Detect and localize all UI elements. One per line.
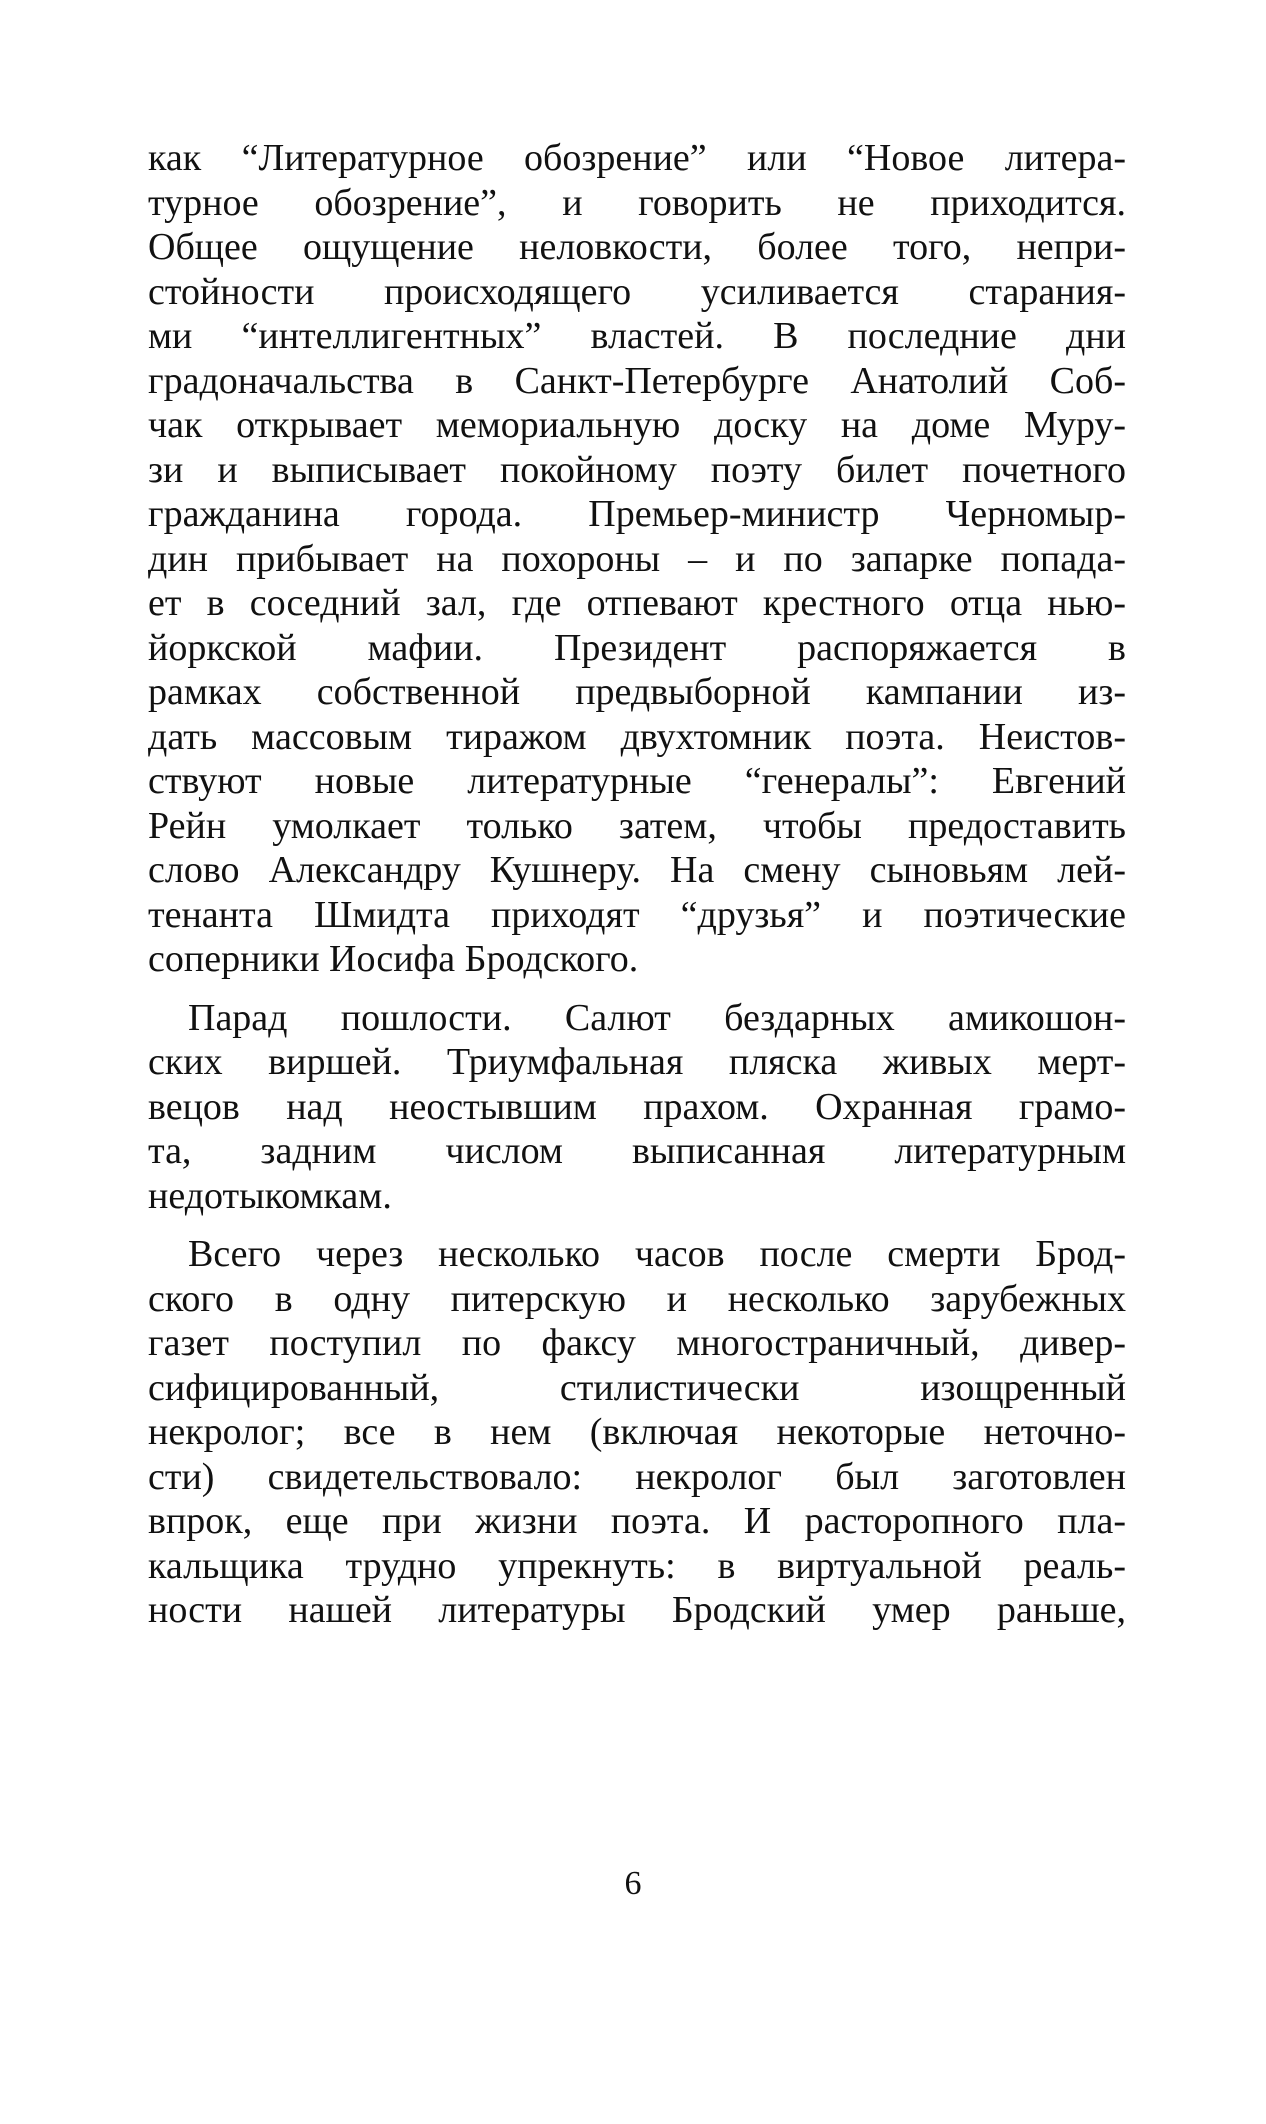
- paragraph-1: [148, 136, 1126, 982]
- text-line: дин прибывает на похороны – и по запарке попада-: [148, 537, 1126, 580]
- text-line: рамках собственной предвыборной кампании из-: [148, 671, 1126, 713]
- text-line: недотыкомкам.: [148, 1174, 392, 1217]
- text-line: кальщика трудно упрекнуть: в виртуальной реаль-: [148, 1544, 1126, 1587]
- text-line: йоркской мафии. Президент распоряжается в: [148, 626, 1126, 669]
- text-line: Рейн умолкает только затем, чтобы предоставить: [148, 804, 1126, 847]
- text-line: та, задним числом выписанная литературным: [148, 1130, 1126, 1172]
- text-line: ских виршей. Триумфальная пляска живых мерт-: [148, 1041, 1126, 1083]
- text-line: дать массовым тиражом двухтомник поэта. Неистов-: [148, 715, 1126, 758]
- text-line: тенанта Шмидта приходят “друзья” и поэтические: [148, 893, 1126, 936]
- text-line: вецов над неостывшим прахом. Охранная грамо-: [148, 1085, 1126, 1128]
- text-line: впрок, еще при жизни поэта. И расторопного пла-: [148, 1500, 1126, 1542]
- text-line: Всего через несколько часов после смерти Брод-: [188, 1233, 1126, 1275]
- text-line: Общее ощущение неловкости, более того, непри-: [148, 226, 1126, 268]
- page-number: 6: [624, 1865, 642, 1902]
- text-line: ет в соседний зал, где отпевают крестного отца нью-: [148, 582, 1126, 624]
- text-line: чак открывает мемориальную доску на доме Муру-: [148, 404, 1126, 446]
- text-line: сти) свидетельствовало: некролог был заготовлен: [148, 1455, 1126, 1498]
- text-line: стойности происходящего усиливается старания-: [148, 270, 1126, 313]
- text-line: ствуют новые литературные “генералы”: Евгений: [148, 760, 1126, 802]
- paragraph-gap: [148, 1218, 1126, 1232]
- text-line: зи и выписывает покойному поэту билет почетного: [148, 448, 1126, 491]
- text-line: ми “интеллигентных” властей. В последние дни: [148, 315, 1126, 357]
- body-text: [148, 136, 1126, 1633]
- text-line: градоначальства в Санкт-Петербурге Анатолий Соб-: [148, 359, 1126, 402]
- text-line: турное обозрение”, и говорить не приходится.: [148, 181, 1126, 224]
- text-line: соперники Иосифа Бродского.: [148, 938, 639, 980]
- text-line: газет поступил по факсу многостраничный, дивер-: [148, 1322, 1126, 1364]
- text-line: как “Литературное обозрение” или “Новое литера-: [148, 137, 1126, 179]
- text-line: ности нашей литературы Бродский умер раньше,: [148, 1589, 1126, 1631]
- text-line: Парад пошлости. Салют бездарных амикошон-: [188, 996, 1126, 1039]
- paragraph-3: [148, 1232, 1126, 1633]
- text-line: гражданина города. Премьер-министр Черномыр-: [148, 493, 1126, 535]
- text-line: ского в одну питерскую и несколько зарубежных: [148, 1277, 1126, 1320]
- text-line: слово Александру Кушнеру. На смену сыновьям лей-: [148, 849, 1126, 891]
- paragraph-gap: [148, 982, 1126, 996]
- text-line: некролог; все в нем (включая некоторые неточно-: [148, 1411, 1126, 1453]
- paragraph-2: [148, 996, 1126, 1219]
- text-line: сифицированный, стилистически изощренный: [148, 1366, 1126, 1409]
